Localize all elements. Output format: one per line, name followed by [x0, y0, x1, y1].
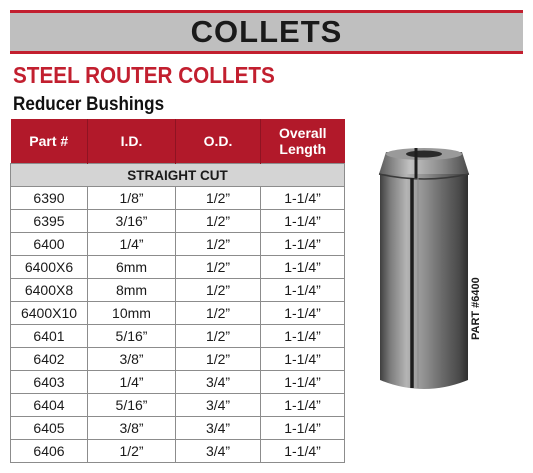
- table-row: [11, 187, 345, 210]
- cell-length: 1-1/4”: [261, 325, 345, 348]
- cell-id: 1/4”: [88, 233, 176, 256]
- collet-photo: [372, 148, 476, 394]
- cell-part: 6395: [11, 210, 88, 233]
- cell-od: 3/4”: [176, 371, 261, 394]
- cell-length: 1-1/4”: [261, 210, 345, 233]
- table-row: [11, 233, 345, 256]
- table-row: [11, 302, 345, 325]
- header-length-line1: Overall: [279, 125, 327, 141]
- table-row: [11, 394, 345, 417]
- spec-table: [10, 119, 345, 463]
- cell-id: 1/2”: [88, 440, 176, 463]
- cell-part: 6400X10: [11, 302, 88, 325]
- cell-od: 1/2”: [176, 325, 261, 348]
- cell-length: 1-1/4”: [261, 371, 345, 394]
- cell-od: 1/2”: [176, 348, 261, 371]
- table-row: [11, 256, 345, 279]
- header-length-line2: Length: [279, 141, 327, 157]
- cell-id: 3/8”: [88, 348, 176, 371]
- header-part: Part #: [11, 119, 88, 164]
- cell-length: 1-1/4”: [261, 417, 345, 440]
- table-header-row: [11, 119, 345, 164]
- cell-part: 6401: [11, 325, 88, 348]
- cell-od: 1/2”: [176, 279, 261, 302]
- cell-length: 1-1/4”: [261, 348, 345, 371]
- cell-od: 3/4”: [176, 394, 261, 417]
- cell-part: 6390: [11, 187, 88, 210]
- cell-part: 6406: [11, 440, 88, 463]
- cell-part: 6400X6: [11, 256, 88, 279]
- cell-length: 1-1/4”: [261, 394, 345, 417]
- cell-part: 6402: [11, 348, 88, 371]
- cell-id: 8mm: [88, 279, 176, 302]
- cell-id: 3/16”: [88, 210, 176, 233]
- table-row: [11, 440, 345, 463]
- cell-part: 6400X8: [11, 279, 88, 302]
- header-id: I.D.: [88, 119, 176, 164]
- cell-id: 10mm: [88, 302, 176, 325]
- cell-id: 1/4”: [88, 371, 176, 394]
- header-od: O.D.: [176, 119, 261, 164]
- product-heading: STEEL ROUTER COLLETS: [13, 62, 275, 88]
- table-row: [11, 210, 345, 233]
- cell-length: 1-1/4”: [261, 233, 345, 256]
- cell-length: 1-1/4”: [261, 279, 345, 302]
- cell-od: 1/2”: [176, 233, 261, 256]
- cell-part: 6404: [11, 394, 88, 417]
- table-row: [11, 417, 345, 440]
- cell-length: 1-1/4”: [261, 187, 345, 210]
- table-row: [11, 279, 345, 302]
- cell-part: 6405: [11, 417, 88, 440]
- section-row: [11, 164, 345, 187]
- cell-length: 1-1/4”: [261, 440, 345, 463]
- table-row: [11, 325, 345, 348]
- cell-od: 1/2”: [176, 302, 261, 325]
- cell-id: 1/8”: [88, 187, 176, 210]
- cell-id: 5/16”: [88, 325, 176, 348]
- cell-id: 6mm: [88, 256, 176, 279]
- cell-od: 1/2”: [176, 210, 261, 233]
- cell-od: 1/2”: [176, 256, 261, 279]
- cell-id: 3/8”: [88, 417, 176, 440]
- table-row: [11, 348, 345, 371]
- banner-title: COLLETS: [190, 14, 343, 49]
- product-subheading: Reducer Bushings: [13, 94, 165, 115]
- cell-od: 3/4”: [176, 440, 261, 463]
- cell-part: 6400: [11, 233, 88, 256]
- table-row: [11, 371, 345, 394]
- section-label: STRAIGHT CUT: [11, 164, 345, 187]
- cell-length: 1-1/4”: [261, 256, 345, 279]
- part-number-label: PART #6400: [470, 277, 482, 340]
- cell-od: 3/4”: [176, 417, 261, 440]
- cell-od: 1/2”: [176, 187, 261, 210]
- cell-part: 6403: [11, 371, 88, 394]
- cell-length: 1-1/4”: [261, 302, 345, 325]
- cell-id: 5/16”: [88, 394, 176, 417]
- banner-bar: [10, 10, 523, 54]
- header-length: [261, 119, 345, 164]
